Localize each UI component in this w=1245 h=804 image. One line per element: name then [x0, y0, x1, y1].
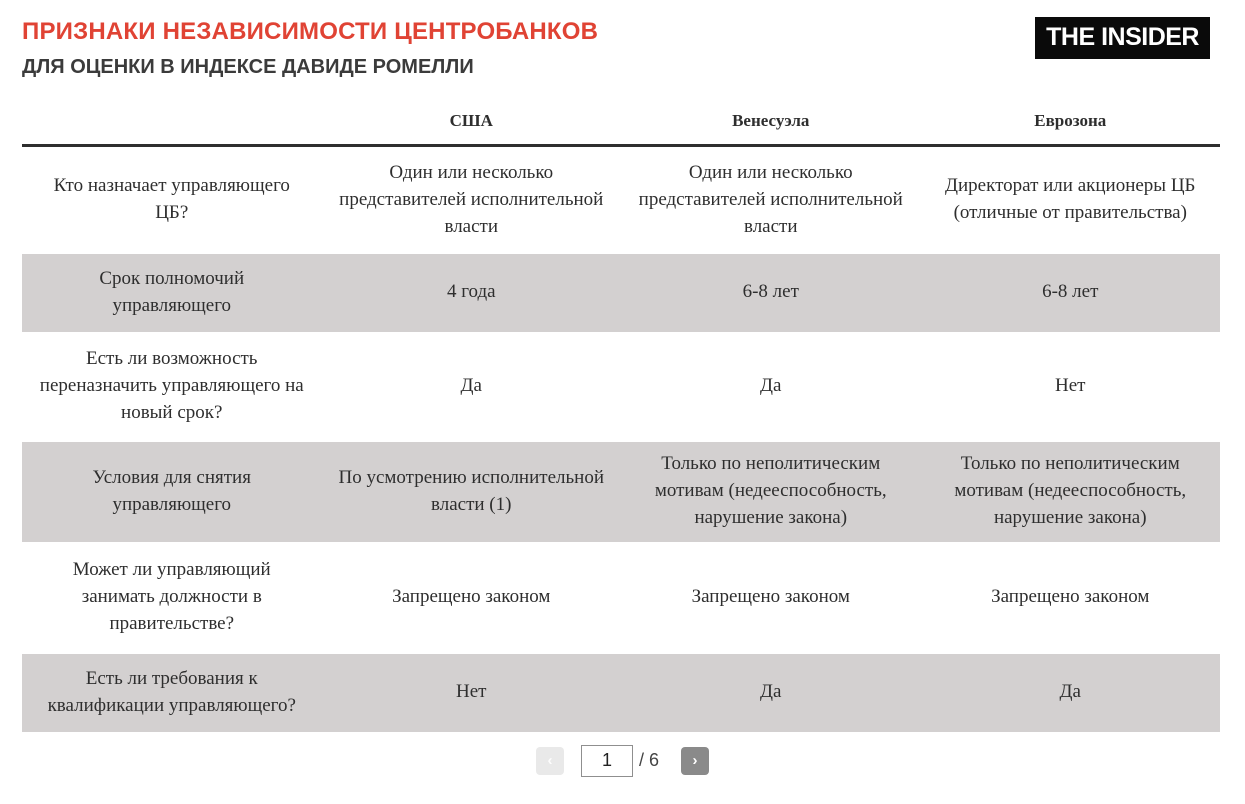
cell-venezuela: Да	[760, 375, 782, 397]
table-row	[22, 146, 1220, 254]
cell-question: Кто назначает управляющего ЦБ?	[53, 175, 290, 224]
cell-venezuela: Один или несколько представителей исполнительной власти	[638, 161, 903, 237]
cell-usa: Да	[460, 375, 482, 397]
chevron-left-icon: ‹	[547, 752, 553, 769]
cell-usa: Один или несколько представителей исполнительной власти	[339, 161, 604, 237]
title-block	[22, 14, 598, 79]
cell-eurozone: Запрещено законом	[991, 586, 1150, 608]
cell-question: Может ли управляющий занимать должности в правительстве?	[72, 559, 271, 634]
column-header-venezuela: Венесуэла	[621, 95, 921, 146]
cell-usa: Запрещено законом	[392, 586, 551, 608]
cell-eurozone: 6-8 лет	[1042, 281, 1099, 303]
cell-usa: По усмотрению исполнительной власти (1)	[338, 466, 604, 515]
cell-question: Срок полномочий управляющего	[99, 267, 245, 316]
cell-usa: 4 года	[446, 281, 496, 303]
column-header-eurozone: Еврозона	[921, 95, 1221, 146]
prev-page-button[interactable]	[536, 747, 564, 775]
cell-question: Есть ли требования к квалификации управляющего?	[47, 667, 296, 716]
page-count-label: / 6	[638, 750, 659, 770]
table-row	[22, 254, 1220, 332]
column-header-empty	[22, 95, 322, 146]
table-row	[22, 654, 1220, 732]
cell-eurozone: Да	[1059, 681, 1081, 703]
cell-eurozone: Директорат или акционеры ЦБ (отличные от правительства)	[945, 175, 1196, 224]
page-title: ПРИЗНАКИ НЕЗАВИСИМОСТИ ЦЕНТРОБАНКОВ	[22, 18, 599, 45]
the-insider-logo: THE INSIDER	[1035, 17, 1210, 59]
cell-eurozone: Нет	[1055, 375, 1086, 397]
next-page-button[interactable]	[681, 747, 709, 775]
cell-venezuela: 6-8 лет	[742, 281, 799, 303]
page-number-input[interactable]	[581, 745, 633, 777]
cell-venezuela: Да	[760, 681, 782, 703]
table-row	[22, 542, 1220, 654]
cell-question: Есть ли возможность переназначить управляющего на новый срок?	[39, 348, 304, 423]
comparison-table	[22, 95, 1220, 732]
chevron-right-icon: ›	[692, 752, 698, 769]
page-subtitle: ДЛЯ ОЦЕНКИ В ИНДЕКСЕ ДАВИДЕ РОМЕЛЛИ	[22, 56, 474, 78]
column-header-usa: США	[322, 95, 622, 146]
cell-usa: Нет	[456, 681, 487, 703]
table-row	[22, 332, 1220, 442]
table-header-row	[22, 95, 1220, 146]
pagination	[0, 745, 1245, 777]
header	[0, 0, 1245, 79]
cell-question: Условия для снятия управляющего	[92, 466, 251, 515]
cell-venezuela: Только по неполитическим мотивам (недееспособность, нарушение закона)	[654, 453, 887, 528]
cell-eurozone: Только по неполитическим мотивам (недееспособность, нарушение закона)	[954, 453, 1187, 528]
cell-venezuela: Запрещено законом	[691, 586, 850, 608]
table-row	[22, 442, 1220, 542]
